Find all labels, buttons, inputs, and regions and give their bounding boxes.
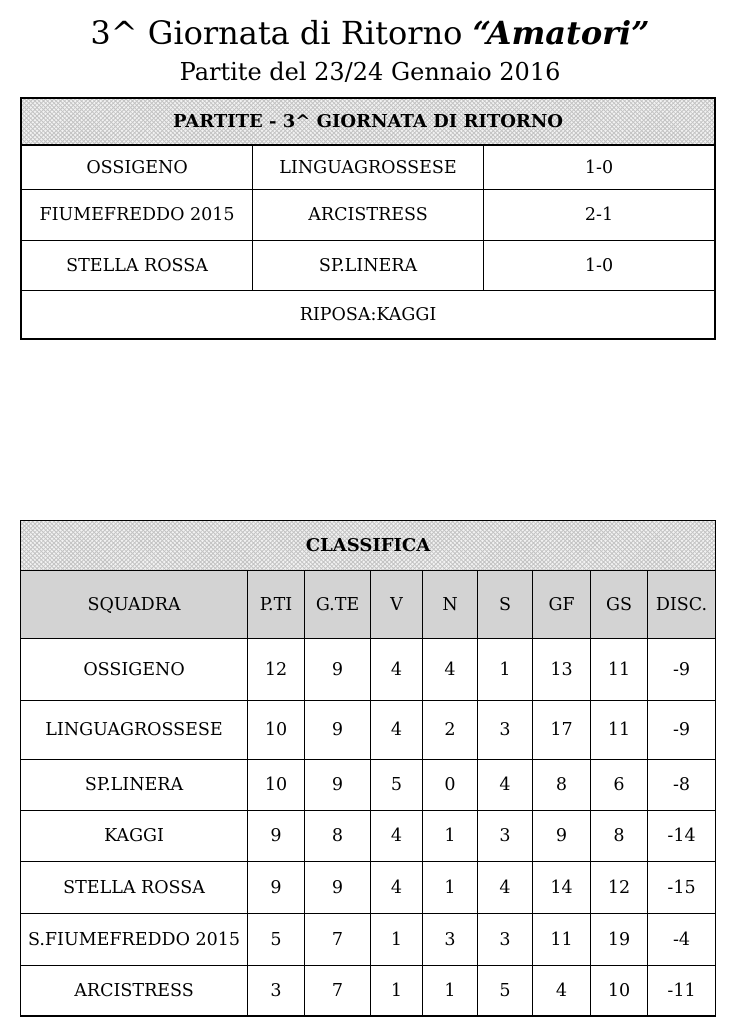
goals-for: 17: [533, 701, 591, 759]
wins: 4: [371, 811, 423, 861]
page-subtitle: Partite del 23/24 Gennaio 2016: [179, 58, 561, 86]
away-team: SP.LINERA: [253, 241, 484, 290]
goals-for: 11: [533, 914, 591, 965]
discipline: -8: [672, 775, 691, 795]
games-played: 7: [305, 966, 371, 1015]
standings-header: CLASSIFICA: [305, 535, 431, 556]
standings-table: [20, 520, 716, 1017]
resting-team: RIPOSA:KAGGI: [299, 304, 437, 325]
points: 3: [248, 966, 305, 1015]
discipline: -9: [672, 720, 691, 740]
team-name: KAGGI: [21, 811, 248, 861]
draws: 1: [423, 862, 478, 913]
games-played: 9: [305, 639, 371, 700]
losses: 5: [478, 966, 533, 1015]
draws: 0: [423, 760, 478, 810]
discipline: -11: [667, 980, 696, 1001]
discipline: -4: [672, 929, 691, 950]
matches-table: [20, 97, 716, 340]
draws: 2: [423, 701, 478, 759]
standings-row: [21, 639, 715, 701]
points: 9: [248, 811, 305, 861]
column-header-team: SQUADRA: [21, 571, 248, 638]
draws: 1: [423, 811, 478, 861]
discipline: -14: [667, 826, 696, 846]
losses: 3: [478, 914, 533, 965]
standings-row: [21, 914, 715, 966]
match-row: [22, 190, 714, 241]
match-row: [22, 146, 714, 190]
standings-row: [21, 760, 715, 811]
wins: 1: [371, 966, 423, 1015]
goals-for: 9: [533, 811, 591, 861]
away-team: ARCISTRESS: [253, 190, 484, 240]
title-text: 3^ Giornata di Ritorno: [90, 14, 463, 52]
games-played: 9: [305, 760, 371, 810]
losses: 1: [478, 639, 533, 700]
losses: 3: [478, 701, 533, 759]
points: 9: [248, 862, 305, 913]
standings-row: [21, 811, 715, 862]
standings-row: [21, 862, 715, 914]
title-category: “Amatori”: [472, 14, 650, 52]
standings-header-row: [21, 521, 715, 571]
points: 10: [248, 760, 305, 810]
team-name: LINGUAGROSSESE: [21, 701, 248, 759]
goals-against: 12: [591, 862, 648, 913]
losses: 4: [478, 862, 533, 913]
match-score: 1-0: [584, 255, 614, 276]
match-score: 1-0: [584, 157, 614, 178]
column-header-wins: V: [371, 571, 423, 638]
match-row: [22, 241, 714, 291]
draws: 3: [423, 914, 478, 965]
page-title: [0, 13, 740, 53]
column-header-goals-against: GS: [591, 571, 648, 638]
standings-columns-row: [21, 571, 715, 639]
match-score: 2-1: [584, 205, 614, 225]
home-team: OSSIGENO: [22, 146, 253, 189]
points: 12: [248, 639, 305, 700]
goals-against: 6: [591, 760, 648, 810]
home-team: STELLA ROSSA: [22, 241, 253, 290]
goals-for: 14: [533, 862, 591, 913]
goals-against: 11: [591, 639, 648, 700]
games-played: 7: [305, 914, 371, 965]
team-name: SP.LINERA: [21, 760, 248, 810]
matches-header: PARTITE - 3^ GIORNATA DI RITORNO: [173, 111, 563, 132]
losses: 3: [478, 811, 533, 861]
points: 5: [248, 914, 305, 965]
goals-against: 8: [591, 811, 648, 861]
team-name: STELLA ROSSA: [21, 862, 248, 913]
goals-for: 4: [533, 966, 591, 1015]
rest-row: [22, 291, 714, 338]
column-header-draws: N: [423, 571, 478, 638]
wins: 5: [371, 760, 423, 810]
games-played: 8: [305, 811, 371, 861]
points: 10: [248, 701, 305, 759]
standings-row: [21, 966, 715, 1015]
column-header-played: G.TE: [305, 571, 371, 638]
discipline: -15: [667, 877, 696, 898]
discipline: -9: [672, 659, 691, 680]
games-played: 9: [305, 862, 371, 913]
goals-against: 10: [591, 966, 648, 1015]
wins: 4: [371, 701, 423, 759]
losses: 4: [478, 760, 533, 810]
home-team: FIUMEFREDDO 2015: [22, 190, 253, 240]
goals-for: 13: [533, 639, 591, 700]
wins: 4: [371, 639, 423, 700]
matches-header-row: [22, 99, 714, 146]
column-header-goals-for: GF: [533, 571, 591, 638]
team-name: OSSIGENO: [21, 639, 248, 700]
games-played: 9: [305, 701, 371, 759]
team-name: ARCISTRESS: [21, 966, 248, 1015]
draws: 4: [423, 639, 478, 700]
goals-for: 8: [533, 760, 591, 810]
wins: 4: [371, 862, 423, 913]
away-team: LINGUAGROSSESE: [253, 146, 484, 189]
column-header-discipline: DISC.: [655, 594, 708, 615]
goals-against: 11: [591, 701, 648, 759]
wins: 1: [371, 914, 423, 965]
column-header-points: P.TI: [248, 571, 305, 638]
column-header-losses: S: [478, 571, 533, 638]
draws: 1: [423, 966, 478, 1015]
team-name: S.FIUMEFREDDO 2015: [21, 914, 248, 965]
goals-against: 19: [591, 914, 648, 965]
standings-row: [21, 701, 715, 760]
